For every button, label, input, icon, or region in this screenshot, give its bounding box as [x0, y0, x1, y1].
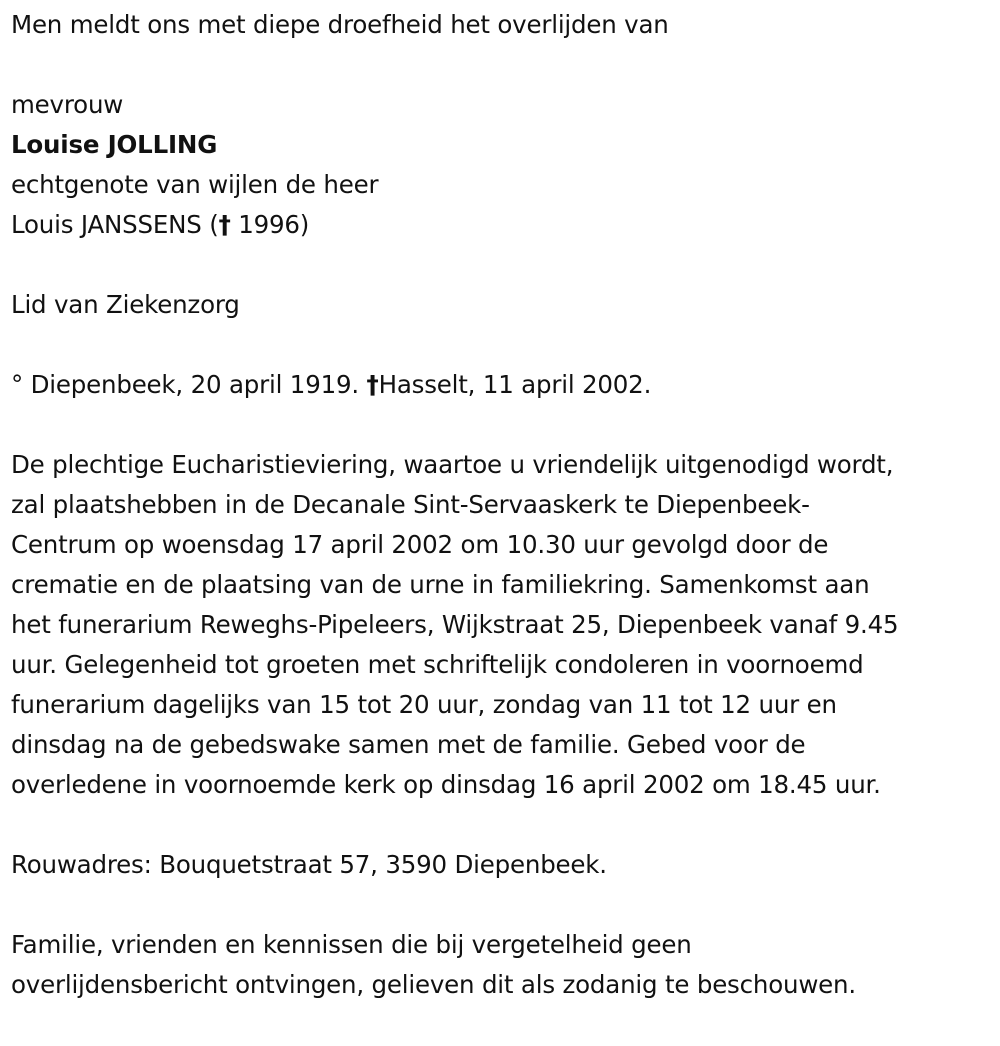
closing-line: Familie, vrienden en kennissen die bij vergetelheid geen: [11, 930, 692, 959]
ceremony-line: De plechtige Eucharistieviering, waartoe u vriendelijk uitgenodigd wordt,: [11, 450, 894, 479]
spacer: [11, 325, 991, 365]
mourning-address: Rouwadres: Bouquetstraat 57, 3590 Diepenbeek.: [11, 850, 607, 879]
ceremony-line: funerarium dagelijks van 15 tot 20 uur, zondag van 11 tot 12 uur en: [11, 690, 837, 719]
spacer: [11, 885, 991, 925]
spouse-info: [11, 205, 991, 245]
salutation: mevrouw: [11, 90, 124, 119]
closing-line: overlijdensbericht ontvingen, gelieven dit als zodanig te beschouwen.: [11, 970, 856, 999]
cross-icon: †: [218, 210, 231, 239]
ceremony-line: zal plaatshebben in de Decanale Sint-Servaaskerk te Diepenbeek-: [11, 490, 810, 519]
spacer: [11, 45, 991, 85]
death-notice: [11, 5, 991, 1005]
spacer: [11, 805, 991, 845]
spouse-name: Louis JANSSENS (: [11, 210, 219, 239]
ceremony-line: uur. Gelegenheid tot groeten met schriftelijk condoleren in voornoemd: [11, 650, 864, 679]
spouse-line: echtgenote van wijlen de heer: [11, 170, 379, 199]
spacer: [11, 245, 991, 285]
cross-icon: †: [366, 370, 379, 399]
ceremony-line: Centrum op woensdag 17 april 2002 om 10.30 uur gevolgd door de: [11, 530, 829, 559]
death-info: Hasselt, 11 april 2002.: [378, 370, 652, 399]
ceremony-line: het funerarium Reweghs-Pipeleers, Wijkstraat 25, Diepenbeek vanaf 9.45: [11, 610, 899, 639]
intro-text: Men meldt ons met diepe droefheid het overlijden van: [11, 10, 669, 39]
spouse-year: 1996): [230, 210, 310, 239]
spacer: [11, 405, 991, 445]
ceremony-line: crematie en de plaatsing van de urne in familiekring. Samenkomst aan: [11, 570, 870, 599]
ceremony-line: overledene in voornoemde kerk op dinsdag 16 april 2002 om 18.45 uur.: [11, 770, 881, 799]
deceased-name: Louise JOLLING: [11, 130, 218, 159]
ceremony-paragraph: [11, 445, 991, 805]
closing-paragraph: [11, 925, 991, 1005]
ceremony-line: dinsdag na de gebedswake samen met de familie. Gebed voor de: [11, 730, 806, 759]
membership: Lid van Ziekenzorg: [11, 290, 240, 319]
birth-death-line: [11, 365, 991, 405]
birth-info: ° Diepenbeek, 20 april 1919.: [11, 370, 367, 399]
